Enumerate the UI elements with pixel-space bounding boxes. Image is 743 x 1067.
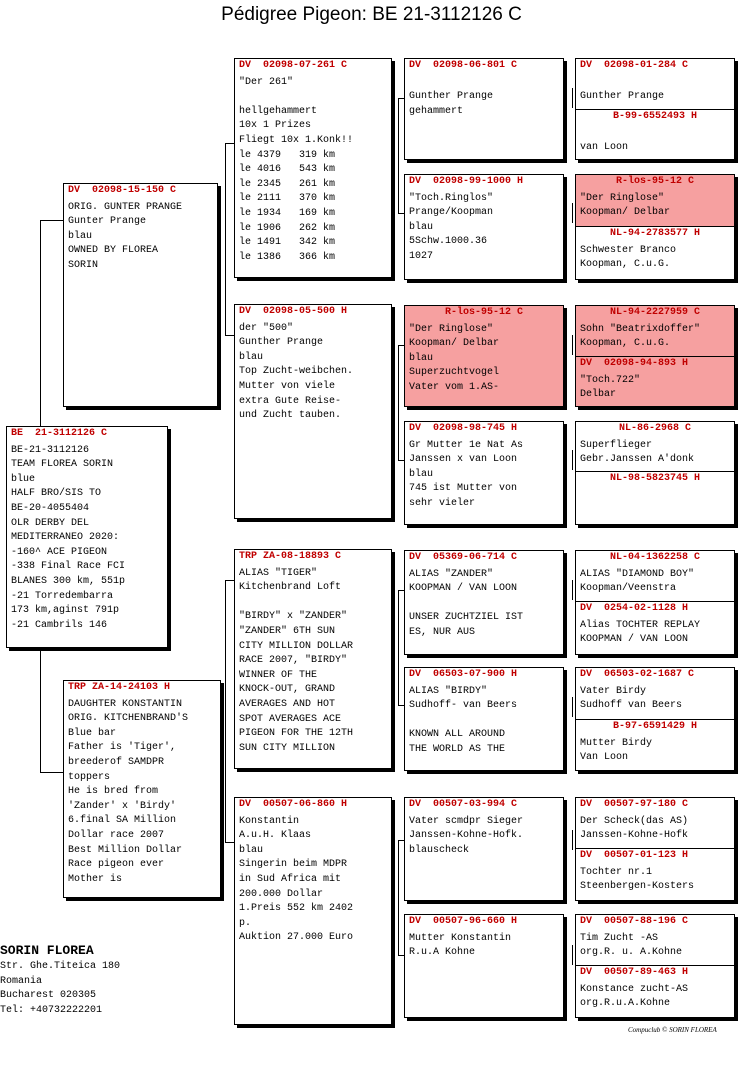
connector-line [572,945,573,965]
connector-line [225,580,226,842]
ring-number: DV 00507-89-463 H [580,967,689,978]
pigeon-details: "Toch.Ringlos" Prange/Koopman blau 5Schw.1000.36 1027 [409,192,494,262]
pigeon-details: Tim Zucht -AS org.R. u. A.Kohne [580,932,683,959]
connector-line [40,220,41,426]
ring-number: NL-94-2227959 C [609,307,700,318]
pigeon-details: ALIAS "BIRDY" Sudhoff- van Beers KNOWN ALL AROUND THE WORLD AS THE [409,685,518,755]
connector-line [225,143,226,335]
ring-number: DV 0254-02-1128 H [580,603,689,614]
pigeon-details: Der Scheck(das AS) Janssen-Kohne-Hofk [580,815,689,842]
connector-line [398,590,399,705]
fifth-gen-pair[interactable] [575,421,735,525]
pigeon-details [576,487,734,489]
dam-sire-card[interactable] [234,549,392,769]
pigeon-details: Alias TOCHTER REPLAY KOOPMAN / VAN LOON [580,619,701,646]
pigeon-details: Superflieger Gebr.Janssen A'donk [580,439,695,466]
pigeon-details: Mutter Birdy Van Loon [580,737,653,764]
ring-number: DV 00507-03-994 C [409,799,518,810]
ring-number: DV 02098-94-893 H [580,358,689,369]
ring-number: TRP ZA-14-24103 H [68,682,171,693]
pigeon-details: van Loon [580,141,629,153]
ggp-dam-sire-dam[interactable] [404,667,564,771]
fifth-gen-pair[interactable] [575,550,735,655]
ring-number: DV 00507-88-196 C [580,916,689,927]
pigeon-details: "Der 261" hellgehammert 10x 1 Prizes Fliegt 10x 1.Konk!! le 4379 319 km le 4016 543 km le 2345 261 km le 2111 370 km le 1934 169 km le 1906 262 km le 1491 342 km le 1386 366 km [239,76,354,263]
ring-number: DV 02098-06-801 C [409,60,518,71]
ggp-dam-dam-sire[interactable] [404,797,564,901]
pigeon-details: "Toch.722" Delbar [580,374,641,401]
connector-line [398,98,399,213]
ring-number: NL-94-2783577 H [609,228,700,239]
owner-city: Bucharest 020305 [0,990,97,1002]
connector-line [572,450,573,470]
ggp-dam-sire-sire[interactable] [404,550,564,655]
pigeon-details: Gr Mutter 1e Nat As Janssen x van Loon blau 745 ist Mutter von sehr vieler [409,439,524,509]
ring-number: DV 02098-99-1000 H [409,176,524,187]
pigeon-details: BE-21-3112126 TEAM FLOREA SORIN blue HALF BRO/SIS TO BE-20-4055404 OLR DERBY DEL MEDITERRANEO 2020: -160^ ACE PIGEON -338 Final Race FCI BLANES 300 km, 551p -21 Torredembarra 173 km,aginst 791p -21 Cambrils 146 [11,444,126,631]
pigeon-details: Gunther Prange gehammert [409,91,494,117]
connector-line [40,772,64,773]
pigeon-details: Tochter nr.1 Steenbergen-Kosters [580,866,695,893]
ggp-dam-dam-dam[interactable] [404,914,564,1018]
pigeon-details: DAUGHTER KONSTANTIN ORIG. KITCHENBRAND'S Blue bar Father is 'Tiger', breederof SAMDPR toppers He is bred from 'Zander' x 'Birdy' 6.final SA Million Dollar race 2007 Best Million Dollar Race pigeon ever Mother is [68,698,189,885]
dam-card[interactable] [63,680,221,898]
fifth-gen-pair[interactable] [575,797,735,901]
ring-number: BE 21-3112126 C [11,428,108,439]
pigeon-details: ALIAS "ZANDER" KOOPMAN / VAN LOON UNSER ZUCHTZIEL IST ES, NUR AUS [409,568,524,638]
ring-number: B-99-6552493 H [612,111,697,122]
pigeon-details: Vater Birdy Sudhoff van Beers [580,685,683,712]
pigeon-details: der "500" Gunther Prange blau Top Zucht-weibchen. Mutter von viele extra Gute Reise- und Zucht tauben. [239,322,354,422]
dam-dam-card[interactable] [234,797,392,1025]
connector-line [572,203,573,223]
pigeon-details: Konstance zucht-AS org.R.u.A.Kohne [580,983,689,1010]
owner-name: SORIN FLOREA [0,943,94,958]
connector-line [40,648,41,772]
pigeon-details: Gunther Prange [580,90,665,102]
pigeon-details: Konstantin A.u.H. Klaas blau Singerin beim MDPR in Sud Africa mit 200.000 Dollar 1.Preis 552 km 2402 p. Auktion 27.000 Euro [239,815,354,944]
ring-number: B-97-6591429 H [612,721,697,732]
pigeon-details: ORIG. GUNTER PRANGE Gunter Prange blau OWNED BY FLOREA SORIN [68,201,183,271]
pigeon-details: ALIAS "DIAMOND BOY" Koopman/Veenstra [580,568,695,595]
ring-number: DV 02098-07-261 C [239,60,348,71]
ring-number: DV 06503-02-1687 C [580,669,695,680]
subject-card[interactable] [6,426,168,648]
fifth-gen-pair[interactable] [575,58,735,160]
ring-number: TRP ZA-08-18893 C [239,551,342,562]
ring-number: DV 00507-06-860 H [239,799,348,810]
ggp-sire-dam-sire[interactable] [404,305,564,407]
pigeon-details: "Der Ringlose" Koopman/ Delbar blau Superzuchtvogel Vater vom 1.AS- [409,323,500,393]
connector-line [572,335,573,355]
ring-number: R-los-95-12 C [615,176,694,187]
owner-info [0,942,120,1018]
pigeon-details: Schwester Branco Koopman, C.u.G. [580,244,677,271]
connector-line [572,697,573,717]
connector-line [398,840,399,955]
pigeon-details: Mutter Konstantin R.u.A Kohne [409,932,512,959]
connector-line [40,220,64,221]
ring-number: DV 02098-15-150 C [68,185,177,196]
ring-number: DV 00507-97-180 C [580,799,689,810]
footer-credit: Compuclub © SORIN FLOREA [628,1026,717,1034]
ring-number: NL-98-5823745 H [609,473,700,484]
ring-number: DV 02098-01-284 C [580,60,689,71]
page-title: Pédigree Pigeon: BE 21-3112126 C [221,4,522,25]
pigeon-details: ALIAS "TIGER" Kitchenbrand Loft "BIRDY" x "ZANDER" "ZANDER" 6TH SUN CITY MILLION DOLLAR RACE 2007, "BIRDY" WINNER OF THE KNOCK-OUT, GRAND AVERAGES AND HOT SPOT AVERAGES ACE PIGEON FOR THE 12TH SUN CITY MILLION [239,567,354,754]
fifth-gen-pair[interactable] [575,174,735,280]
connector-line [398,345,399,460]
ring-number: DV 06503-07-900 H [409,669,518,680]
sire-dam-card[interactable] [234,304,392,519]
ring-number: DV 02098-05-500 H [239,306,348,317]
fifth-gen-pair[interactable] [575,914,735,1018]
owner-street: Str. Ghe.Titeica 180 [0,961,121,972]
ring-number: DV 05369-06-714 C [409,552,518,563]
pigeon-details: Sohn "Beatrixdoffer" Koopman, C.u.G. [580,323,701,350]
owner-phone: Tel: +40732222201 [0,1004,103,1016]
sire-sire-card[interactable] [234,58,392,278]
pigeon-details: Vater scmdpr Sieger Janssen-Kohne-Hofk. blauscheck [409,815,524,856]
pigeon-details: "Der Ringlose" Koopman/ Delbar [580,192,671,219]
sire-card[interactable] [63,183,218,407]
ggp-sire-dam-dam[interactable] [404,421,564,525]
fifth-gen-pair[interactable] [575,667,735,771]
ring-number: NL-86-2968 C [618,423,691,434]
ring-number: DV 00507-01-123 H [580,850,689,861]
ggp-sire-sire-sire[interactable] [404,58,564,160]
fifth-gen-pair[interactable] [575,305,735,407]
owner-country: Romania [0,975,43,987]
connector-line [572,830,573,850]
ring-number: DV 00507-96-660 H [409,916,518,927]
ring-number: NL-04-1362258 C [609,552,700,563]
connector-line [572,580,573,600]
ggp-sire-sire-dam[interactable] [404,174,564,280]
ring-number: R-los-95-12 C [444,307,523,318]
ring-number: DV 02098-98-745 H [409,423,518,434]
connector-line [572,88,573,108]
